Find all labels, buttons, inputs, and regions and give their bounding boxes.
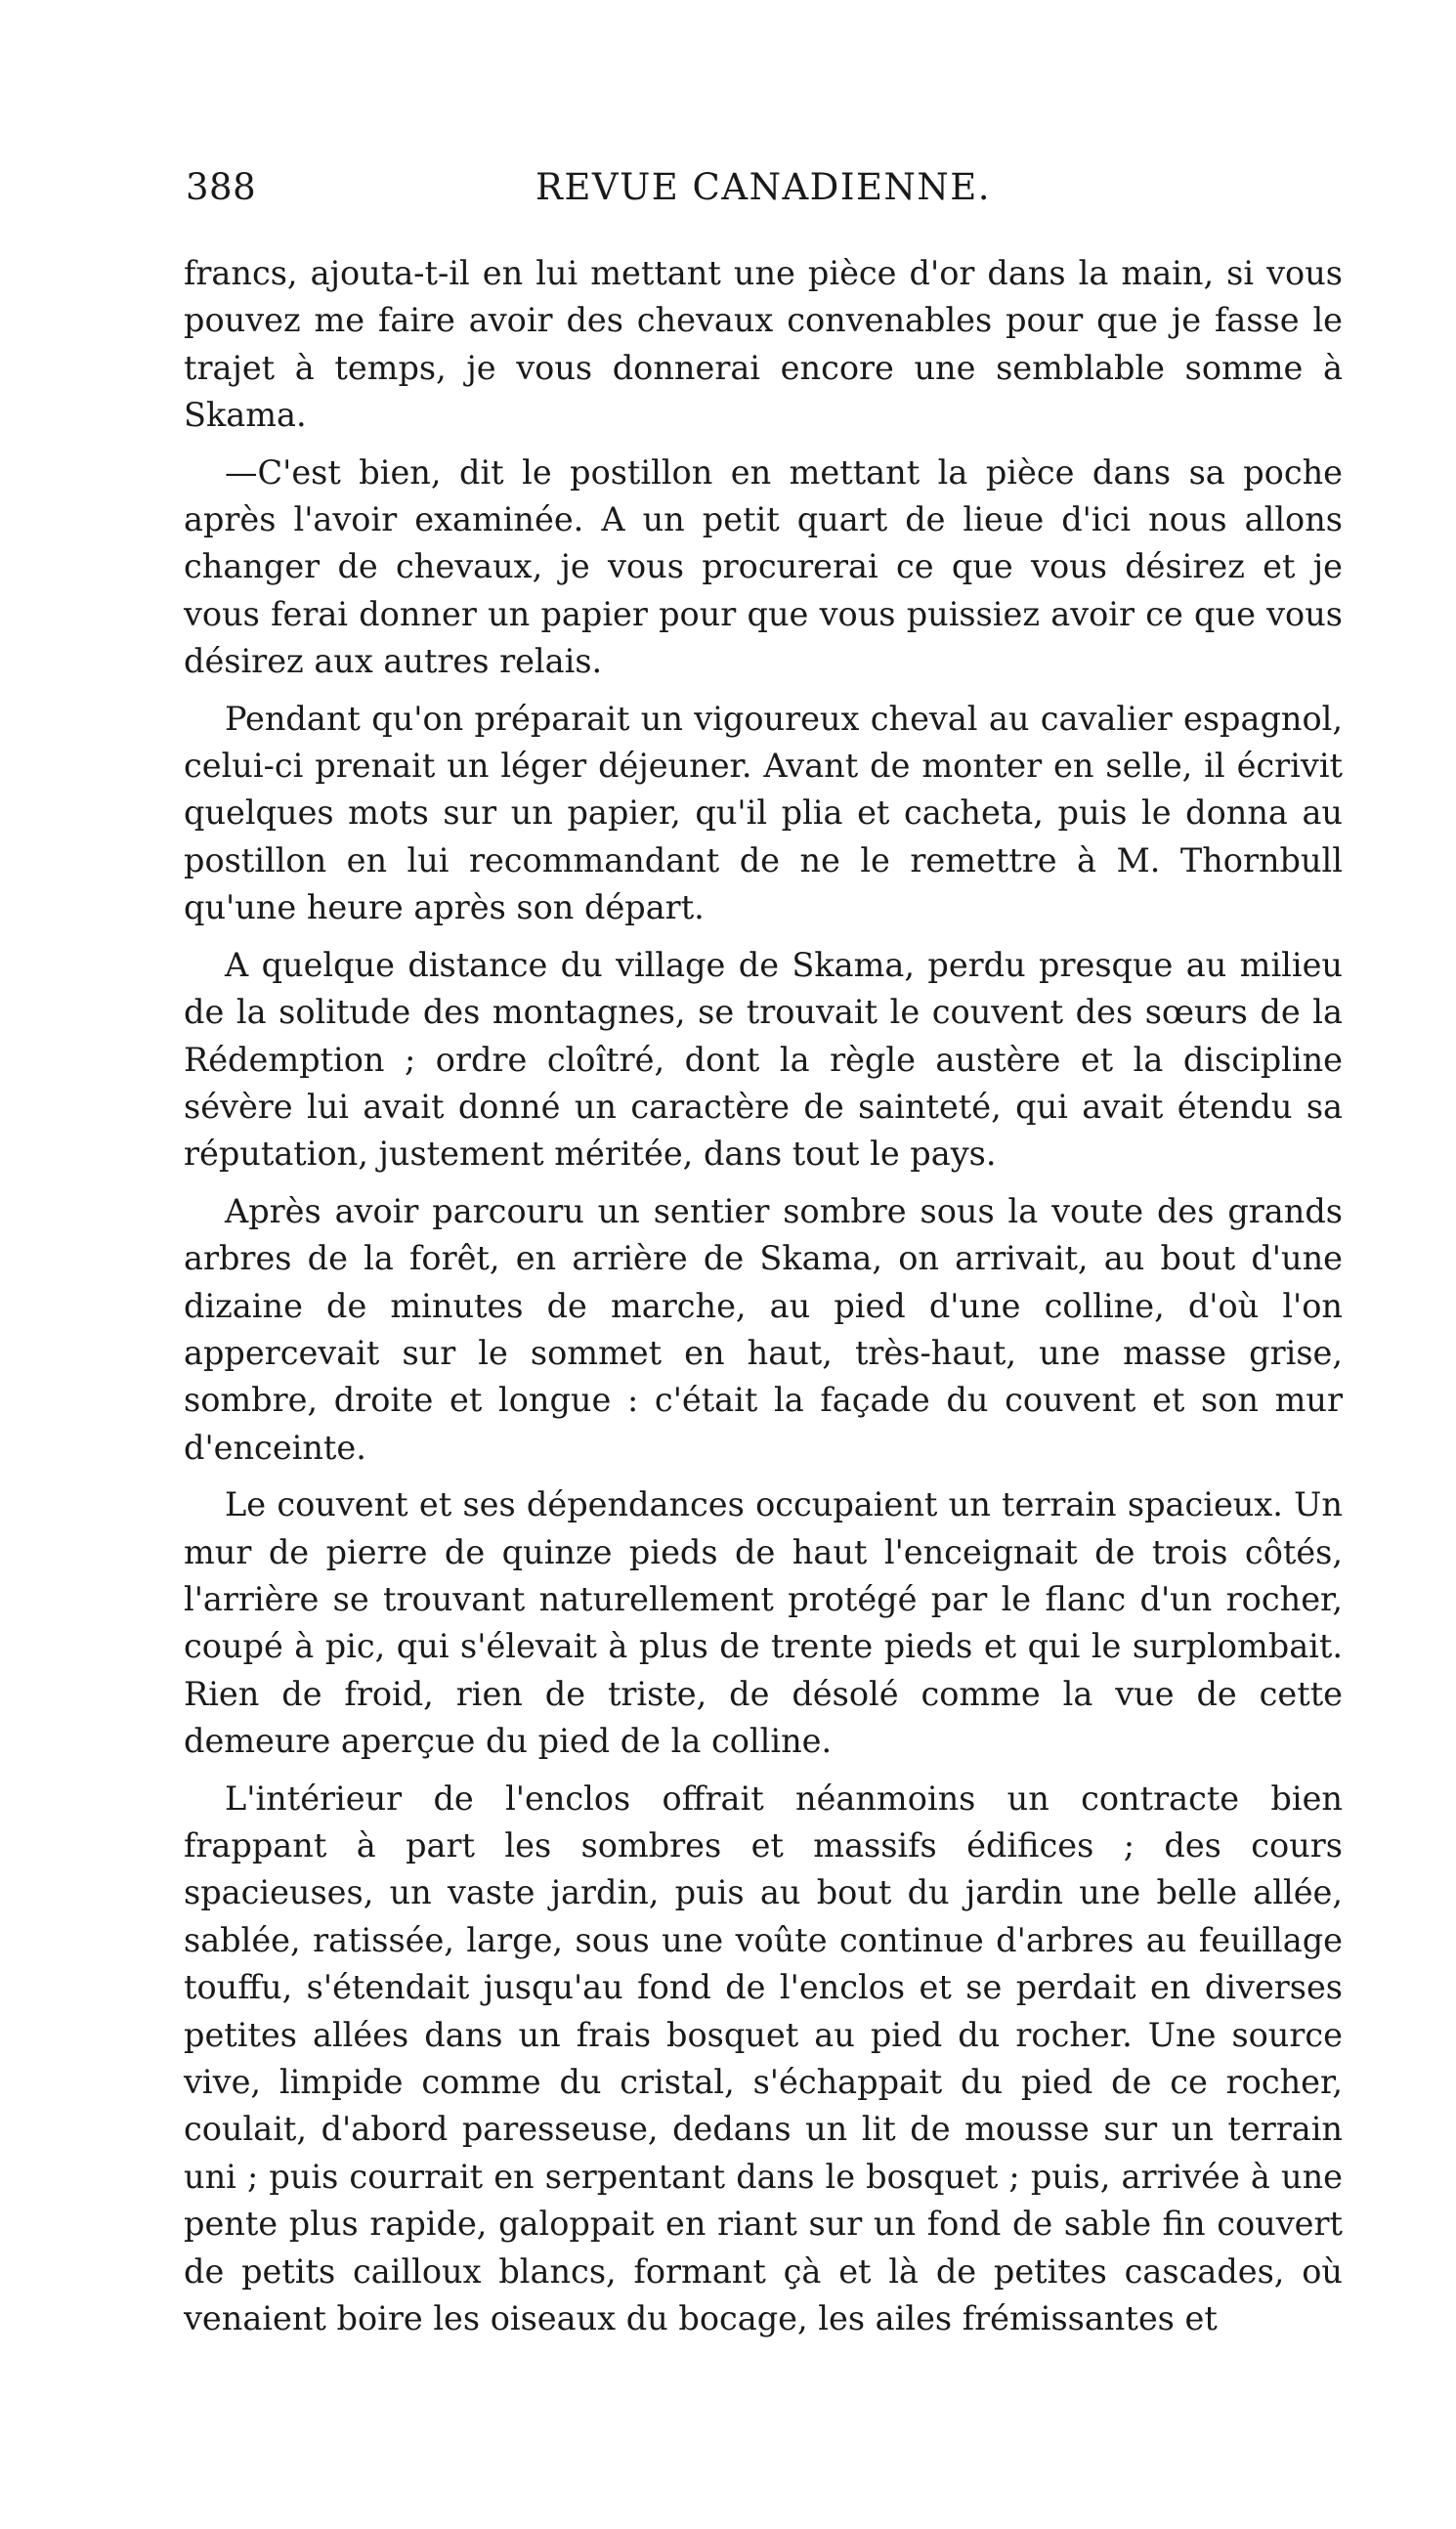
- paragraph-1: francs, ajouta-t-il en lui mettant une pièce d'or dans la main, si vous pouvez me faire avoir des chevaux convenables pour que je fasse le trajet à temps, je vous donnerai encore une semblable somme à Skama.: [184, 254, 1343, 435]
- paragraph-6: Le couvent et ses dépendances occupaient un terrain spacieux. Un mur de pierre de quinze pieds de haut l'enceignait de trois côtés, l'arrière se trouvant naturellement protégé par le flanc d'un rocher, coupé à pic, qui s'élevait à plus de trente pieds et qui le surplombait. Rien de froid, rien de triste, de désolé comme la vue de cette demeure aperçue du pied de la colline.: [184, 1485, 1343, 1761]
- paragraph-4: A quelque distance du village de Skama, perdu presque au milieu de la solitude des montagnes, se trouvait le couvent des sœurs de la Rédemption ; ordre cloîtré, dont la règle austère et la discipline sévère lui avait donné un caractère de sainteté, qui avait étendu sa réputation, justement méritée, dans tout le pays.: [184, 945, 1343, 1174]
- paragraph-3: Pendant qu'on préparait un vigoureux cheval au cavalier espagnol, celui-ci prenait un léger déjeuner. Avant de monter en selle, il écrivit quelques mots sur un papier, qu'il plia et cacheta, puis le donna au postillon en lui recommandant de ne le remettre à M. Thornbull qu'une heure après son départ.: [184, 699, 1343, 927]
- page-header: [186, 166, 1341, 225]
- page-number: 388: [186, 166, 257, 208]
- paragraph-2: —C'est bien, dit le postillon en mettant la pièce dans sa poche après l'avoir examinée. A un petit quart de lieue d'ici nous allons changer de chevaux, je vous procurerai ce que vous désirez et je vous ferai donner un papier pour que vous puissiez avoir ce que vous désirez aux autres relais.: [184, 452, 1343, 681]
- running-title: REVUE CANADIENNE.: [535, 166, 991, 208]
- paragraph-7: L'intérieur de l'enclos offrait néanmoins un contracte bien frappant à part les sombres et massifs édifices ; des cours spacieuses, un vaste jardin, puis au bout du jardin une belle allée, sablée, ratissée, large, sous une voûte continue d'arbres au feuillage touffu, s'étendait jusqu'au fond de l'enclos et se perdait en diverses petites allées dans un frais bosquet au pied du rocher. Une source vive, limpide comme du cristal, s'échappait du pied de ce rocher, coulait, d'abord paresseuse, dedans un lit de mousse sur un terrain uni ; puis courrait en serpentant dans le bosquet ; puis, arrivée à une pente plus rapide, galoppait en riant sur un fond de sable fin couvert de petits cailloux blancs, formant çà et là de petites cascades, où venaient boire les oiseaux du bocage, les ailes frémissantes et: [184, 1779, 1343, 2338]
- body-text: [184, 250, 1343, 2342]
- paragraph-5: Après avoir parcouru un sentier sombre sous la voute des grands arbres de la forêt, en arrière de Skama, on arrivait, au bout d'une dizaine de minutes de marche, au pied d'une colline, d'où l'on appercevait sur le sommet en haut, très-haut, une masse grise, sombre, droite et longue : c'était la façade du couvent et son mur d'enceinte.: [184, 1191, 1343, 1467]
